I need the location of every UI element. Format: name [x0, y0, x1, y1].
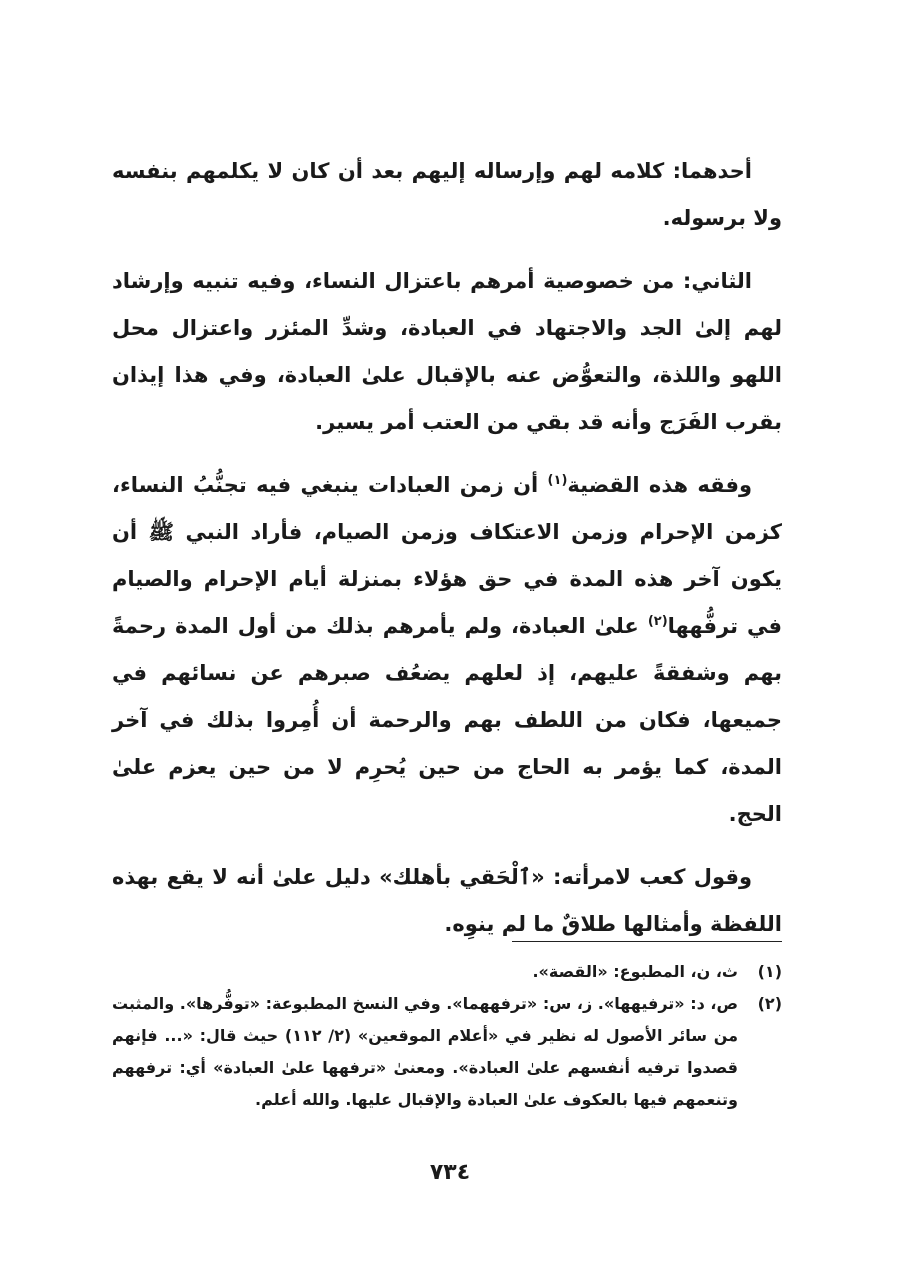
footnote-ref-2[interactable]: (٢)	[647, 614, 668, 629]
footnote-1	[112, 956, 782, 988]
footnote-1-text: ث، ن، المطبوع: «القصة».	[532, 962, 738, 981]
paragraph-third-middle: أن زمن العبادات ينبغي فيه تجنُّبُ النساء، كزمن الإحرام وزمن الاعتكاف وزمن الصيام، فأراد النبي ﷺ أن يكون آخر هذه المدة في حق هؤلاء بمنزلة أيام الإحرام والصيام في ترفُّهها	[112, 473, 782, 638]
paragraph-third-start: وفقه هذه القضية	[567, 473, 752, 497]
footnote-2-text: ص، د: «ترفيهها». ز، س: «ترفههما». وفي النسخ المطبوعة: «توفُّرها». والمثبت من سائر الأصول له نظير في «أعلام الموقعين» (٢/ ١١٢) حيث قال: «... فإنهم قصدوا ترفيه أنفسهم علىٰ العبادة». ومعنىٰ «ترفهها علىٰ العبادة» أي: ترفههم وتنعمهم فيها بالعكوف علىٰ العبادة والإقبال عليها. والله أعلم.	[112, 994, 738, 1109]
paragraph-second	[112, 258, 782, 446]
paragraph-first	[112, 148, 782, 242]
footnotes	[112, 956, 782, 1116]
footnote-1-number: (١)	[757, 962, 782, 981]
paragraph-second-text: الثاني: من خصوصية أمرهم باعتزال النساء، وفيه تنبيه وإرشاد لهم إلىٰ الجد والاجتهاد في العبادة، وشدِّ المئزر واعتزال محل اللهو واللذة، والتعوُّض عنه بالإقبال علىٰ العبادة، وفي هذا إيذان بقرب الفَرَج وأنه قد بقي من العتب أمر يسير.	[112, 269, 782, 434]
page-number: ٧٣٤	[429, 1160, 471, 1185]
paragraph-third	[112, 462, 782, 838]
paragraph-first-text: أحدهما: كلامه لهم وإرساله إليهم بعد أن كان لا يكلمهم بنفسه ولا برسوله.	[112, 159, 782, 230]
footnote-divider	[512, 941, 782, 942]
footnote-2	[112, 988, 782, 1116]
footnote-ref-1[interactable]: (١)	[547, 473, 568, 488]
main-text	[112, 148, 782, 964]
paragraph-fourth	[112, 854, 782, 948]
paragraph-third-end: علىٰ العبادة، ولم يأمرهم بذلك من أول المدة رحمةً بهم وشفقةً عليهم، إذ لعلهم يضعُف صبرهم عن نسائهم في جميعها، فكان من اللطف بهم والرحمة أن أُمِروا بذلك في آخر المدة، كما يؤمر به الحاج من حين يُحرِم لا من حين يعزم علىٰ الحج.	[112, 614, 782, 826]
paragraph-fourth-text: وقول كعب لامرأته: «ٱلْحَقي بأهلك» دليل علىٰ أنه لا يقع بهذه اللفظة وأمثالها طلاقٌ ما لم ينوِه.	[112, 865, 782, 936]
footnote-2-number: (٢)	[757, 994, 782, 1013]
